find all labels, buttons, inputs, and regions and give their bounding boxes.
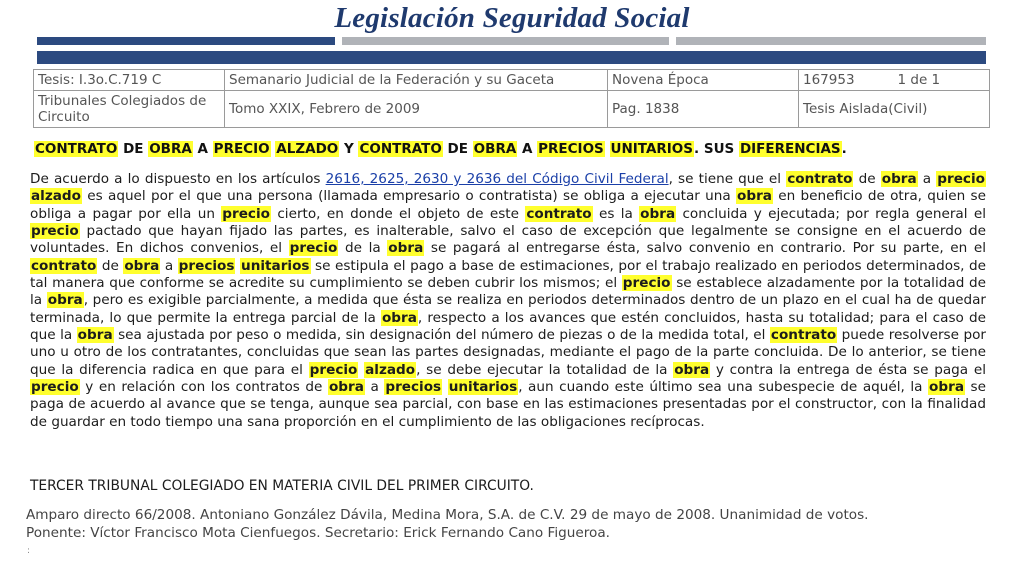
header-bar-left [37,37,335,45]
body-text: sea ajustada por peso o medida, sin designación del número de piezas o de la medida total, el [113,327,770,344]
highlight: OBRA [149,141,192,157]
heading-text: A [192,141,213,157]
thesis-metadata-table [33,69,990,128]
heading-text: DE [118,141,149,157]
highlight: obra [47,292,83,309]
body-text: en beneficio de otra, quien se obliga a pagar por ella un [30,188,986,222]
highlight: contrato [770,327,837,344]
precedent-info [26,507,996,542]
body-text: cierto, en donde el objeto de este [271,205,526,222]
highlight: unitarios [448,379,518,396]
highlight: precio [31,223,79,240]
body-text: , se debe ejecutar la totalidad de la [416,361,674,378]
highlight: obra [328,379,364,396]
thesis-number-cell: Tesis: I.3o.C.719 C [34,70,225,91]
highlight: obra [388,240,424,257]
highlight: obra [881,171,917,187]
body-text: se paga de acuerdo al avance que se tenga, aunque sea parcial, con base en las estimaciones presentadas por el constructor, con la finalidad de guardar en todo tiempo una sana proporción en el cumplimiento de las obligaciones recíprocas. [30,379,986,430]
body-text: se pagará al entregarse ésta, salvo convenio en contrario. Por su parte, en el [424,240,987,257]
body-text: , pero es exigible parcialmente, a medida que ésta se realiza en periodos determinados dentro de un plazo en el cual ha de quedar terminada, lo que permite la entrega parcial de la [30,292,987,326]
body-text [442,379,448,395]
source-cell: Semanario Judicial de la Federación y su Gaceta [225,70,608,91]
highlight: obra [929,379,964,396]
highlight: obra [640,205,676,222]
heading-text: A [517,141,538,157]
heading-text: Y [339,141,359,157]
body-text: pactado que hayan fijado las partes, es inalterable, salvo el caso de excepción que legalmente se consigne en el acuerdo de voluntades. En dichos convenios, el [30,223,986,257]
highlight: alzado [365,361,416,378]
body-text: se estipula el pago a base de estimaciones, por el trabajo realizado en periodos determinados, de tal manera que conforme se acredite su cumplimiento se deben cubrir los mismos; el [30,257,986,292]
body-text: concluida y ejecutada; por regla general el [676,205,986,222]
highlight: unitarios [241,257,310,274]
precedent-line: Amparo directo 66/2008. Antoniano González Dávila, Medina Mora, S.A. de C.V. 29 de mayo de 2008. Unanimidad de votos. [26,507,869,523]
highlight: alzado [31,188,81,205]
body-text: de [853,171,881,187]
highlight: contrato [31,257,97,274]
body-text: es la [592,205,640,222]
body-text: a [160,257,178,274]
highlight: UNITARIOS [610,141,694,157]
body-text: puede resolverse por uno u otro de los contratantes, concluidas que sean las partes designadas, mediante el pago de la parte concluida. De lo anterior, se tiene que la diferencia radica en que para el [30,327,987,378]
highlight: DIFERENCIAS [739,141,841,157]
heading-text: . SUS [694,141,739,157]
highlight: obra [381,309,417,326]
thesis-type-cell: Tesis Aislada(Civil) [799,91,990,128]
body-text: De acuerdo a lo dispuesto en los artículos [30,171,326,187]
thesis-heading [34,141,994,157]
body-text: , aun cuando este último sea una subespecie de aquél, la [518,379,929,396]
court-name: TERCER TRIBUNAL COLEGIADO EN MATERIA CIVIL DEL PRIMER CIRCUITO. [30,478,534,494]
highlight: CONTRATO [359,141,442,157]
highlight: obra [674,361,710,378]
body-text: a [364,379,385,396]
heading-text: . [841,141,847,157]
page-count-cell: 1 de 1 [894,70,990,91]
heading-text [605,141,610,157]
highlight: precio [309,361,358,378]
highlight: precios [385,379,442,396]
precedent-line: Ponente: Víctor Francisco Mota Cienfuegos. Secretario: Erick Fernando Cano Figueroa. [26,524,610,541]
table-row [34,91,990,128]
header-bar-right [676,37,986,45]
header-bar-full [37,51,986,64]
highlight: PRECIOS [538,141,604,157]
civil-code-articles-link[interactable]: 2616, 2625, 2630 y 2636 del Código Civil Federal [325,171,669,187]
highlight: PRECIO [213,141,270,157]
table-row [34,70,990,91]
registry-cell: 167953 [799,70,894,91]
body-text: se establece alzadamente por la totalidad de la [30,275,986,309]
highlight: obra [124,257,160,274]
body-text: de la [338,240,388,257]
body-text: y contra la entrega de ésta se paga el [710,361,987,378]
highlight: precio [289,240,338,257]
body-text: es aquel por el que una persona (llamada empresario o contratista) se obliga a ejecutar una [82,188,736,205]
highlight: CONTRATO [35,141,118,157]
page-title: Legislación Seguridad Social [334,2,690,34]
thesis-body [30,171,986,431]
volume-cell: Tomo XXIX, Febrero de 2009 [225,91,608,128]
body-text: , respecto a los avances que estén concluidos, hasta su totalidad; para el caso de que la [30,309,986,344]
highlight: precio [937,171,985,187]
body-text: , se tiene que el [668,171,787,187]
highlight: contrato [787,171,853,187]
body-text: a [917,171,937,187]
page-cell: Pag. 1838 [608,91,799,128]
highlight: precio [622,275,671,292]
margin-mark: : [27,546,31,556]
header-bar-middle [342,37,669,45]
highlight: obra [737,188,772,205]
highlight: obra [77,327,113,344]
body-text: y en relación con los contratos de [79,379,328,396]
body-text: de [97,257,124,274]
highlight: OBRA [473,141,517,157]
heading-text: DE [442,141,473,157]
highlight: ALZADO [276,141,339,157]
highlight: contrato [526,205,592,222]
highlight: precio [222,205,270,222]
epoch-cell: Novena Época [608,70,799,91]
court-type-cell: Tribunales Colegiados de Circuito [34,91,225,128]
highlight: precios [178,257,235,274]
highlight: precio [31,379,79,396]
